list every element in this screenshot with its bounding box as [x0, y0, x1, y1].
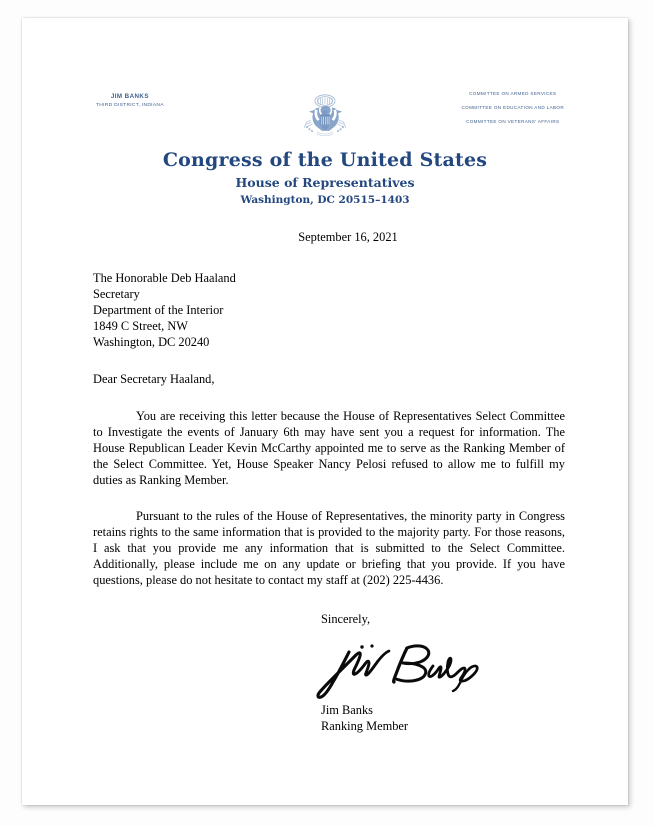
congress-title: Congress of the United States: [162, 149, 488, 171]
body-paragraph: Pursuant to the rules of the House of Representatives, the minority party in Congress retains rights to the same information that is provided to the majority party. For those reasons, I ask that you provide me any information that is submitted to the Select Committee. Additionally, please include me on any update or briefing that you provide. If you have questions, please do not hesitate to contact my staff at (202) 225-4436.: [93, 509, 565, 588]
recipient-line: The Honorable Deb Haaland: [93, 270, 236, 285]
member-name: JIM BANKS: [110, 93, 149, 100]
recipient-line: Washington, DC 20240: [93, 335, 210, 350]
salutation: Dear Secretary Haaland,: [93, 372, 215, 387]
recipient-line: Department of the Interior: [93, 303, 224, 317]
body-paragraph: You are receiving this letter because the House of Representatives Select Committee to Investigate the events of January 6th may have sent you a request for information. The House Republican Leader Kevin McCarthy appointed me to serve as the Ranking Member of the Select Committee. Yet, House Speaker Nancy Pelosi refused to allow me to fulfill my duties as Ranking Member.: [93, 409, 565, 488]
signer-name: Jim Banks: [321, 702, 373, 717]
member-district: THIRD DISTRICT, INDIANA: [96, 102, 164, 108]
letter-date: September 16, 2021: [298, 230, 398, 244]
signer-title: Ranking Member: [321, 719, 409, 733]
document-page: [22, 18, 628, 805]
signature-area: [315, 630, 565, 702]
member-identity-block: [96, 93, 164, 109]
handwritten-signature-jim-banks: [315, 630, 495, 702]
letterhead-address: Washington, DC 20515–1403: [240, 194, 410, 207]
committee-item: COMMITTEE ON VETERANS' AFFAIRS: [466, 118, 560, 124]
signer-block: [321, 702, 565, 734]
committee-assignments-block: [462, 91, 565, 126]
recipient-address-block: [93, 270, 565, 351]
committee-item: COMMITTEE ON EDUCATION AND LABOR: [461, 104, 564, 110]
recipient-line: Secretary: [93, 286, 140, 301]
committee-item: COMMITTEE ON ARMED SERVICES: [469, 91, 557, 96]
letterhead-titles: [22, 150, 628, 206]
us-house-eagle-seal-icon: [293, 92, 357, 148]
recipient-line: 1849 C Street, NW: [93, 319, 188, 334]
chamber-title: House of Representatives: [235, 174, 415, 190]
letterhead: [22, 18, 628, 207]
letter-body: [93, 230, 565, 734]
closing-salutation: Sincerely,: [321, 612, 371, 627]
